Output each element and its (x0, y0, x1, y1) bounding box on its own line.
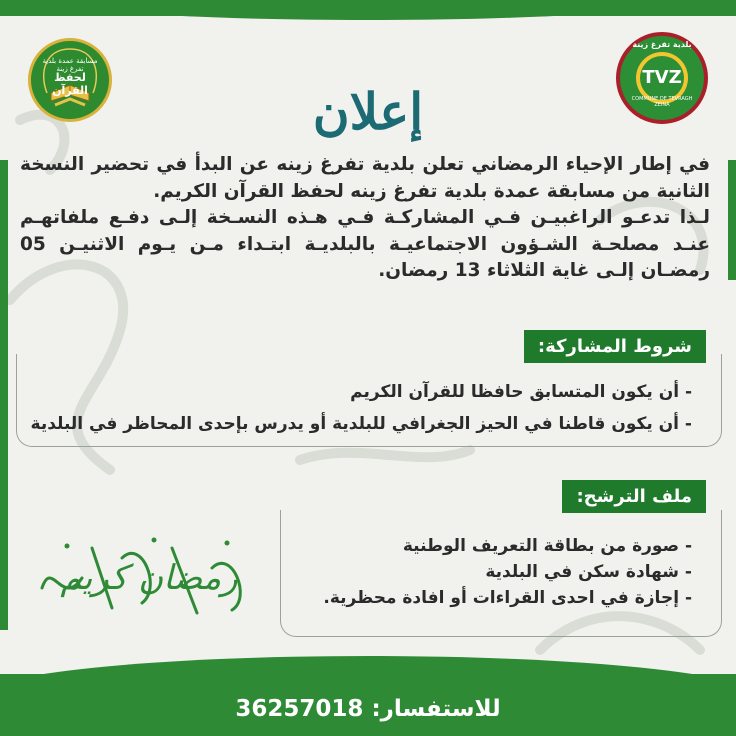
logo-left-line2: لحفظ القرآن (52, 71, 88, 97)
intro-paragraph-2: لـذا تدعـو الراغبيـن فـي المشاركـة فـي هـذه النسـخة إلـى دفـع ملفاتهـم عنـد مصلحـة الشـؤون الاجتماعيـة بالبلديـة ابتـداء مـن يـوم الاثنيـن 05 رمضـان إلـى غاية الثلاثاء 13 رمضان. (20, 207, 710, 281)
conditions-label: شروط المشاركة: (524, 330, 706, 363)
logo-left-line1: مسابقة عمدة بلدية تفرغ زينة (42, 57, 98, 73)
ramadan-kareem-text: رمضان كريم (60, 558, 238, 598)
list-item: - أن يكون قاطنا في الحيز الجغرافي للبلدية أو يدرس بإحدى المحاظر في البلدية (30, 414, 692, 434)
page-title: إعلان (312, 82, 424, 141)
announcement-body (20, 152, 710, 285)
dossier-label: ملف الترشح: (562, 480, 706, 513)
list-item: - أن يكون المتسابق حافظا للقرآن الكريم (350, 382, 692, 402)
left-green-accent (0, 160, 8, 630)
dossier-list (323, 533, 692, 611)
list-item: - إجازة في احدى القراءات أو افادة محظرية. (323, 588, 692, 608)
logo-right-arc-top: بلدية تفرغ زينة (632, 40, 692, 49)
right-green-accent (728, 160, 736, 280)
list-item: - شهادة سكن في البلدية (485, 562, 692, 582)
logo-right-arc-bottom: COMMUNE DE TEVRAGH ZEINA (631, 96, 693, 108)
ramadan-kareem-calligraphy (22, 518, 276, 628)
list-item: - صورة من بطاقة التعريف الوطنية (402, 536, 692, 556)
conditions-list (31, 376, 692, 440)
intro-paragraph-1: في إطار الإحياء الرمضاني تعلن بلدية تفرغ زينه عن البدأ في تحضير النسخة الثانية من مسابقة عمدة بلدية تفرغ زينه لحفظ القرآن الكريم. (20, 154, 710, 202)
contact-info: للاستفسار: 36257018 (235, 696, 501, 722)
logo-right-mark: TVZ (642, 67, 682, 88)
